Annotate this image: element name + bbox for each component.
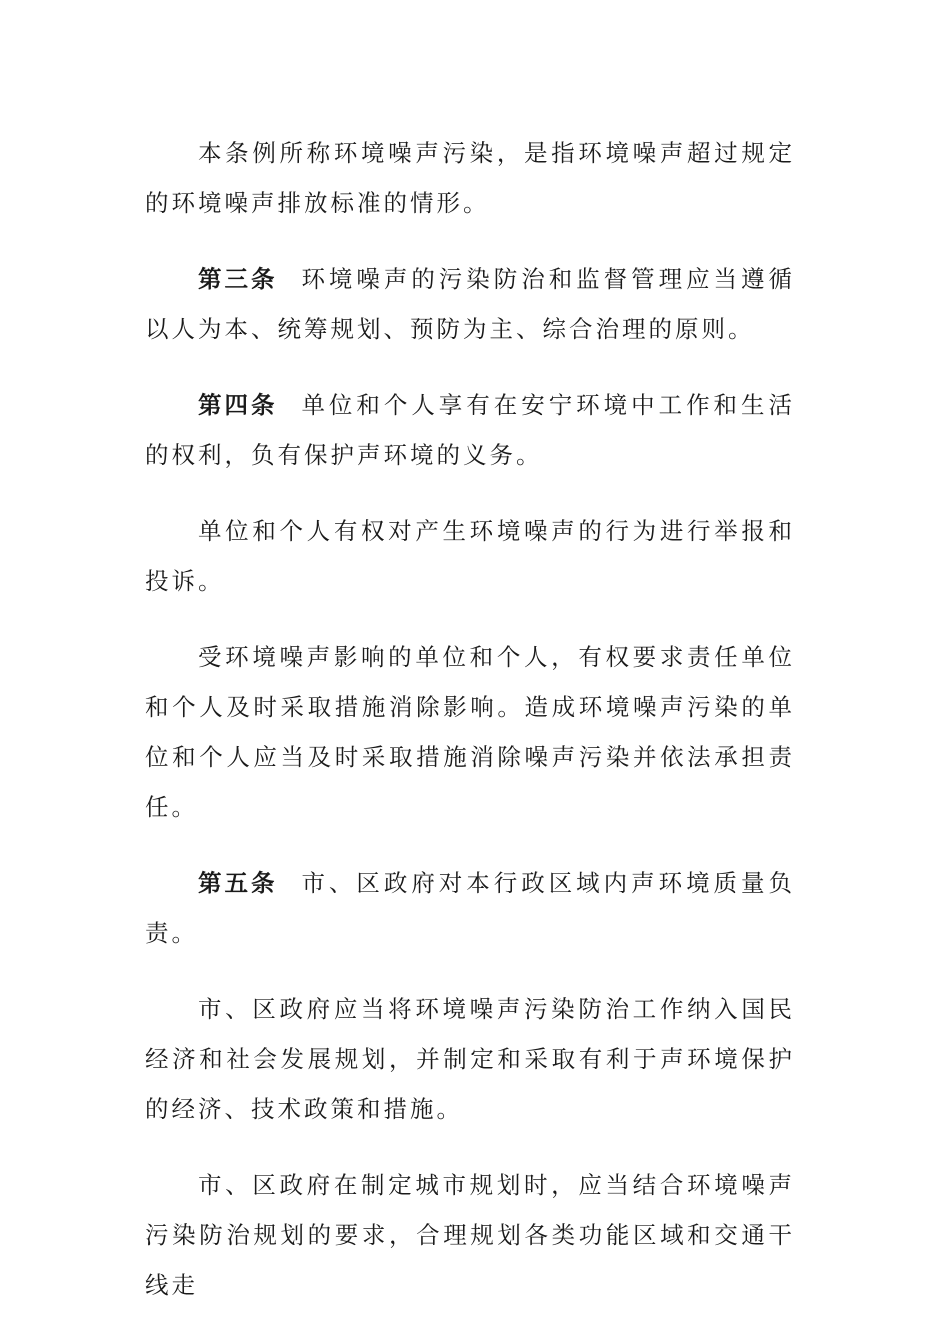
paragraph-definition xyxy=(145,128,795,228)
paragraph-text: 单位和个人有权对产生环境噪声的行为进行举报和投诉。 xyxy=(145,517,795,595)
paragraph-text: 市、区政府对本行政区域内声环境质量负责。 xyxy=(145,869,796,947)
article-number: 第四条 xyxy=(198,391,278,419)
article-number: 第三条 xyxy=(198,265,278,293)
article-number: 第五条 xyxy=(198,869,278,897)
paragraph-article-4 xyxy=(145,380,795,480)
document-body xyxy=(145,128,795,1336)
paragraph-article-5 xyxy=(145,858,795,958)
paragraph-text: 单位和个人享有在安宁环境中工作和生活的权利，负有保护声环境的义务。 xyxy=(145,391,796,469)
paragraph-text: 受环境噪声影响的单位和个人，有权要求责任单位和个人及时采取措施消除影响。造成环境噪声污染的单位和个人应当及时采取措施消除噪声污染并依法承担责任。 xyxy=(145,643,795,821)
paragraph-text: 市、区政府应当将环境噪声污染防治工作纳入国民经济和社会发展规划，并制定和采取有利于声环境保护的经济、技术政策和措施。 xyxy=(145,995,795,1123)
paragraph-article-3 xyxy=(145,254,795,354)
paragraph-text: 本条例所称环境噪声污染，是指环境噪声超过规定的环境噪声排放标准的情形。 xyxy=(145,139,795,217)
paragraph-planning-duty xyxy=(145,984,795,1134)
paragraph-urban-planning xyxy=(145,1160,795,1310)
paragraph-report-right xyxy=(145,506,795,606)
paragraph-affected-parties xyxy=(145,632,795,832)
paragraph-text: 市、区政府在制定城市规划时，应当结合环境噪声污染防治规划的要求，合理规划各类功能区域和交通干线走 xyxy=(145,1171,795,1299)
paragraph-text: 环境噪声的污染防治和监督管理应当遵循以人为本、统筹规划、预防为主、综合治理的原则。 xyxy=(145,265,796,343)
